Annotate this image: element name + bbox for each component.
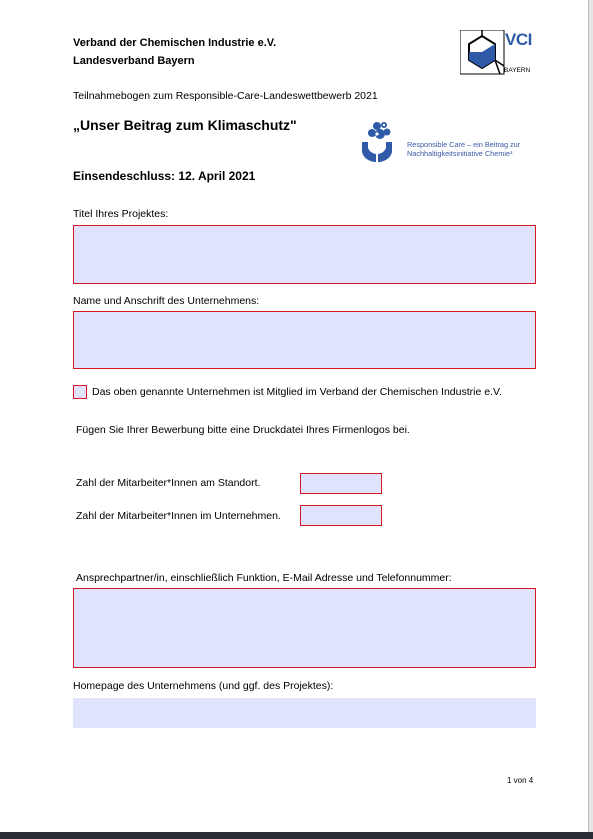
logo-note: Fügen Sie Ihrer Bewerbung bitte eine Druckdatei Ihres Firmenlogos bei. bbox=[76, 424, 410, 436]
viewer-background bbox=[589, 0, 593, 832]
company-address-field[interactable] bbox=[73, 311, 536, 369]
project-title-field[interactable] bbox=[73, 225, 536, 284]
page-indicator: 1 von 4 bbox=[507, 776, 534, 785]
vci-member-label: Das oben genannte Unternehmen ist Mitglied im Verband der Chemischen Industrie e.V. bbox=[92, 386, 502, 398]
vci-logo bbox=[460, 30, 532, 76]
responsible-care-hands-icon bbox=[360, 120, 404, 165]
contact-label: Ansprechpartner/in, einschließlich Funktion, E-Mail Adresse und Telefonnummer: bbox=[76, 572, 452, 584]
employees-site-field[interactable] bbox=[300, 473, 382, 494]
employees-company-label: Zahl der Mitarbeiter*Innen im Unternehmen. bbox=[76, 510, 281, 522]
vci-wordmark: VCI bbox=[505, 30, 532, 49]
employees-company-field[interactable] bbox=[300, 505, 382, 526]
responsible-care-caption bbox=[407, 140, 520, 158]
vci-subtitle: BAYERN bbox=[504, 67, 531, 74]
homepage-label: Homepage des Unternehmens (und ggf. des Projektes): bbox=[73, 680, 334, 692]
contact-field[interactable] bbox=[73, 588, 536, 668]
deadline: Einsendeschluss: 12. April 2021 bbox=[73, 169, 256, 183]
rc-caption-line2: Nachhaltigkeitsinitiative Chemie³ bbox=[407, 149, 513, 158]
org-name: Verband der Chemischen Industrie e.V. bbox=[73, 37, 277, 49]
viewer-bottom-bar bbox=[0, 832, 593, 839]
org-branch: Landesverband Bayern bbox=[73, 55, 195, 67]
homepage-field[interactable] bbox=[73, 698, 536, 728]
form-subtitle: Teilnahmebogen zum Responsible-Care-Landeswettbewerb 2021 bbox=[73, 90, 378, 102]
vci-member-checkbox[interactable] bbox=[73, 385, 87, 399]
employees-site-label: Zahl der Mitarbeiter*Innen am Standort. bbox=[76, 477, 261, 489]
page-title: „Unser Beitrag zum Klimaschutz" bbox=[73, 117, 297, 133]
responsible-care-logo bbox=[360, 120, 535, 165]
company-label: Name und Anschrift des Unternehmens: bbox=[73, 295, 260, 307]
project-title-label: Titel Ihres Projektes: bbox=[73, 208, 169, 220]
rc-caption-line1: Responsible Care – ein Beitrag zur bbox=[407, 140, 521, 149]
